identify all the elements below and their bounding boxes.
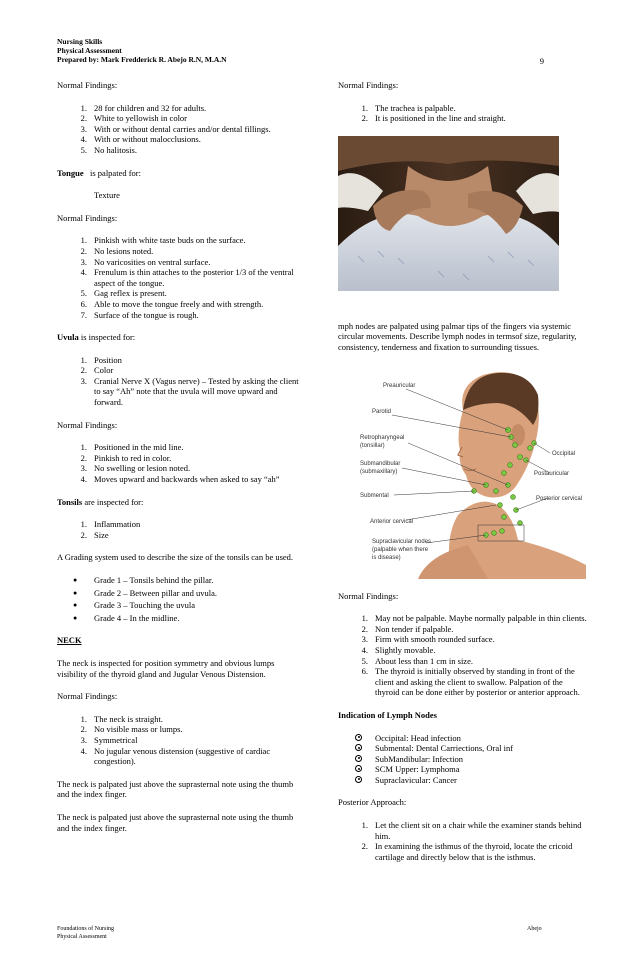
indication-item	[338, 733, 588, 744]
list-number: 5.	[80, 288, 87, 299]
list-number: 3.	[361, 634, 368, 645]
grades-list	[57, 575, 302, 623]
list-number: 6.	[80, 298, 87, 309]
label-parotid: Parotid	[372, 408, 392, 415]
list-item	[57, 103, 302, 114]
list-number: 4.	[80, 267, 87, 278]
list-item-text: About less than 1 cm in size.	[375, 655, 473, 666]
label-retropharyngeal: Retropharyngeal	[360, 434, 405, 441]
header-course: Nursing Skills	[57, 37, 103, 46]
list-number: 3.	[80, 123, 87, 134]
list-item	[57, 246, 302, 257]
list-item	[338, 634, 588, 645]
neck-intro: The neck is inspected for position symmetry and obvious lumps visibility of the thyroid gland and Jugular Venous Distension.	[57, 657, 275, 679]
tongue-findings-list	[57, 235, 302, 320]
bullet-icon: ●	[73, 613, 78, 622]
list-number: 1.	[361, 102, 368, 113]
list-item-text: No swelling or lesion noted.	[94, 463, 191, 474]
list-number: 2.	[361, 841, 368, 852]
list-item-text: No halitosis.	[94, 144, 137, 155]
uvula-items-list	[57, 355, 302, 408]
list-number: 3.	[80, 256, 87, 267]
thyroid-findings-list	[338, 613, 588, 698]
list-number: 1.	[80, 519, 87, 530]
list-number: 1.	[361, 820, 368, 831]
tongue-text: is palpated for:	[90, 167, 141, 178]
list-item-text: Position	[94, 354, 122, 365]
list-item	[57, 724, 302, 735]
label-submandibular: Submandibular	[360, 460, 401, 467]
left-column	[57, 80, 302, 845]
indication-text: SubMandibular: Infection	[375, 753, 464, 764]
tonsils-label: Tonsils	[57, 496, 83, 507]
list-item-text: Moves upward and backwards when asked to say “ah”	[94, 474, 280, 485]
footer-course: Foundations of Nursing	[57, 926, 114, 932]
list-item	[57, 113, 302, 124]
list-item-text: White to yellowish in color	[94, 113, 188, 124]
list-item-text: It is positioned in the line and straight.	[375, 113, 506, 124]
list-item-text: May not be palpable. Maybe normally palpable in thin clients.	[375, 613, 587, 624]
list-number: 3.	[80, 463, 87, 474]
right-column	[338, 80, 588, 874]
uvula-paragraph	[57, 332, 302, 343]
indication-text: Occipital: Head infection	[375, 732, 461, 743]
list-number: 5.	[361, 655, 368, 666]
list-item-text: Surface of the tongue is rough.	[94, 309, 199, 320]
footer-author: Abejo	[527, 926, 542, 932]
list-item-text: Let the client sit on a chair while the examiner stands behind him.	[375, 820, 582, 841]
bullet-text: Grade 4 – In the midline.	[94, 612, 180, 623]
posterior-heading: Posterior Approach:	[338, 797, 407, 808]
list-item	[338, 841, 588, 862]
circle-bullet-icon	[355, 755, 362, 762]
bullet-item	[57, 613, 302, 624]
normal-findings-label: Normal Findings:	[338, 80, 399, 90]
list-item-text: No jugular venous distension (suggestive of cardiac congestion).	[94, 745, 271, 767]
list-item	[338, 656, 588, 667]
list-number: 3.	[80, 375, 87, 386]
footer-left	[57, 926, 114, 941]
list-item-text: Symmetrical	[94, 734, 138, 745]
bullet-text: Grade 2 – Between pillar and uvula.	[94, 587, 217, 598]
indication-text: Submental: Dental Carriections, Oral inf	[375, 743, 514, 754]
palpation-paragraph-2: The neck is palpated just above the suprasternal note using the thumb and the index finger.	[57, 811, 294, 833]
list-number: 1.	[80, 354, 87, 365]
list-number: 1.	[80, 442, 87, 453]
label-posterior-cervical: Posterior cervical	[536, 495, 583, 502]
lymph-nodes-diagram	[358, 365, 586, 579]
list-item-text: Cranial Nerve X (Vagus nerve) – Tested by asking the client to say “Ah” note that the uvula will move upward and forward.	[94, 375, 299, 408]
list-number: 2.	[361, 113, 368, 124]
list-number: 2.	[361, 623, 368, 634]
list-number: 5.	[80, 144, 87, 155]
list-item-text: Size	[94, 529, 109, 540]
list-item	[57, 463, 302, 474]
list-item	[57, 134, 302, 145]
list-item	[57, 288, 302, 299]
circle-bullet-icon	[355, 744, 362, 751]
circle-bullet-icon	[355, 765, 362, 772]
list-item-text: No lesions noted.	[94, 245, 154, 256]
list-item	[57, 235, 302, 246]
list-number: 2.	[80, 724, 87, 735]
tongue-paragraph	[57, 168, 302, 179]
list-item	[338, 613, 588, 624]
list-item	[57, 365, 302, 376]
list-item	[338, 103, 588, 114]
list-item-text: Color	[94, 365, 114, 376]
list-item	[57, 519, 302, 530]
bullet-icon: ●	[73, 576, 78, 584]
header-topic: Physical Assessment	[57, 46, 122, 55]
list-number: 4.	[80, 745, 87, 756]
list-item	[57, 267, 302, 288]
list-item-text: Inflammation	[94, 519, 141, 530]
bullet-text: Grade 1 – Tonsils behind the pillar.	[94, 575, 214, 585]
list-number: 3.	[80, 734, 87, 745]
list-item-text: Pinkish with white taste buds on the surface.	[94, 235, 246, 246]
list-number: 2.	[80, 245, 87, 256]
list-item	[57, 145, 302, 156]
label-tonsillar: (tonsillar)	[360, 442, 385, 449]
tonsils-items-list	[57, 519, 302, 540]
list-item-text: The trachea is palpable.	[375, 102, 456, 113]
list-item-text: Firm with smooth rounded surface.	[375, 634, 495, 645]
list-number: 2.	[80, 113, 87, 124]
list-item-text: In examining the isthmus of the thyroid, locate the cricoid cartilage and directly below that is the isthmus.	[375, 841, 573, 862]
tongue-label: Tongue	[57, 167, 84, 178]
list-number: 4.	[80, 134, 87, 145]
teeth-findings-list	[57, 103, 302, 156]
trachea-findings-list	[338, 103, 588, 124]
list-item-text: The thyroid is initially observed by standing in front of the client and asking the client to swallow. Palpation of the thyroid can be done either by posterior or anterior approach.	[375, 666, 580, 698]
grading-intro: A Grading system used to describe the size of the tonsils can be used.	[57, 552, 294, 563]
bullet-icon: ●	[73, 588, 78, 597]
list-item	[57, 355, 302, 366]
list-item-text: Non tender if palpable.	[375, 623, 454, 634]
footer-topic: Physical Assessment	[57, 933, 107, 940]
normal-findings-label: Normal Findings:	[57, 419, 118, 430]
list-item-text: Positioned in the mid line.	[94, 442, 184, 453]
list-item-text: With or without malocclusions.	[94, 134, 201, 145]
label-occipital: Occipital	[552, 450, 576, 457]
list-number: 1.	[361, 613, 368, 624]
list-item	[57, 124, 302, 135]
indication-text: Supraclavicular: Cancer	[375, 774, 457, 785]
list-item-text: With or without dental carries and/or dental fillings.	[94, 123, 271, 134]
list-number: 7.	[80, 309, 87, 320]
tongue-item-texture: Texture	[94, 190, 120, 201]
label-preauricular: Preauricular	[383, 382, 416, 389]
uvula-label: Uvula	[57, 332, 79, 343]
bullet-item	[57, 575, 302, 586]
bullet-icon: ●	[73, 601, 78, 610]
lymph-intro: mph nodes are palpated using palmar tips of the fingers via systemic circular movements. Describe lymph nodes in termsof size, regularity, consistency, tenderness and fixation to surrounding tissues.	[338, 320, 577, 352]
normal-findings-label: Normal Findings:	[57, 691, 118, 702]
list-item-text: Pinkish to red in color.	[94, 452, 172, 463]
list-number: 6.	[361, 666, 368, 677]
circle-bullet-icon	[355, 734, 362, 741]
uvula-text: is inspected for:	[80, 332, 136, 343]
list-item	[338, 666, 588, 698]
list-item-text: The neck is straight.	[94, 713, 163, 724]
uvula-findings-list	[57, 442, 302, 484]
list-item	[57, 530, 302, 541]
list-item	[57, 376, 302, 408]
list-number: 2.	[80, 452, 87, 463]
normal-findings-label: Normal Findings:	[57, 212, 118, 223]
tonsils-text: are inspected for:	[84, 496, 144, 507]
list-number: 4.	[80, 474, 87, 485]
list-item	[57, 299, 302, 310]
indication-text: SCM Upper: Lymphoma	[375, 764, 460, 775]
label-submental: Submental	[360, 492, 389, 499]
label-palpable: (palpable when there	[372, 546, 429, 553]
list-item-text: Frenulum is thin attaches to the posterior 1/3 of the ventral aspect of the tongue.	[94, 267, 294, 288]
label-postauricular: Postauricular	[534, 470, 570, 477]
neck-findings-list	[57, 714, 302, 767]
indication-item	[338, 775, 588, 786]
list-number: 1.	[80, 235, 87, 246]
page-header	[57, 37, 227, 64]
list-number: 2.	[80, 365, 87, 376]
neck-heading: NECK	[57, 635, 82, 646]
list-item	[338, 645, 588, 656]
bullet-text: Grade 3 – Touching the uvula	[94, 600, 195, 611]
palpation-paragraph-1: The neck is palpated just above the suprasternal note using the thumb and the index finger.	[57, 778, 294, 800]
bullet-item	[57, 600, 302, 611]
header-author: Prepared by: Mark Fredderick R. Abejo R.N, M.A.N	[57, 55, 227, 64]
label-anterior-cervical: Anterior cervical	[370, 518, 414, 525]
list-item-text: Gag reflex is present.	[94, 288, 167, 299]
posterior-steps-list	[338, 820, 588, 862]
indication-heading: Indication of Lymph Nodes	[338, 709, 437, 720]
list-number: 2.	[80, 529, 87, 540]
list-number: 1.	[80, 713, 87, 724]
normal-findings-label: Normal Findings:	[57, 80, 118, 90]
list-item-text: No visible mass or lumps.	[94, 724, 183, 735]
indications-list	[338, 733, 588, 786]
indication-item	[338, 754, 588, 765]
tonsils-paragraph	[57, 497, 302, 508]
bullet-item	[57, 588, 302, 599]
label-supraclavicular: Supraclavicular nodes	[372, 538, 432, 545]
list-item	[57, 310, 302, 321]
list-item	[57, 735, 302, 746]
list-number: 1.	[80, 102, 87, 113]
list-item	[57, 746, 302, 767]
page-number: 9	[539, 56, 544, 66]
indication-item	[338, 764, 588, 775]
list-item	[338, 820, 588, 841]
list-item-text: Able to move the tongue freely and with strength.	[94, 298, 264, 309]
list-item	[57, 474, 302, 485]
neck-palpation-photo	[338, 136, 559, 291]
list-item-text: 28 for children and 32 for adults.	[94, 102, 207, 113]
list-item	[57, 257, 302, 268]
circle-bullet-icon	[355, 776, 362, 783]
list-item	[338, 113, 588, 124]
list-item-text: Slightly movable.	[375, 644, 436, 655]
list-item	[57, 442, 302, 453]
list-number: 4.	[361, 644, 368, 655]
indication-item	[338, 743, 588, 754]
label-submaxillary: (submaxillary)	[360, 468, 398, 475]
list-item	[57, 714, 302, 725]
list-item	[338, 624, 588, 635]
normal-findings-label: Normal Findings:	[338, 590, 399, 601]
label-disease: is disease)	[372, 554, 401, 561]
list-item	[57, 453, 302, 464]
list-item-text: No varicosities on ventral surface.	[94, 256, 211, 267]
